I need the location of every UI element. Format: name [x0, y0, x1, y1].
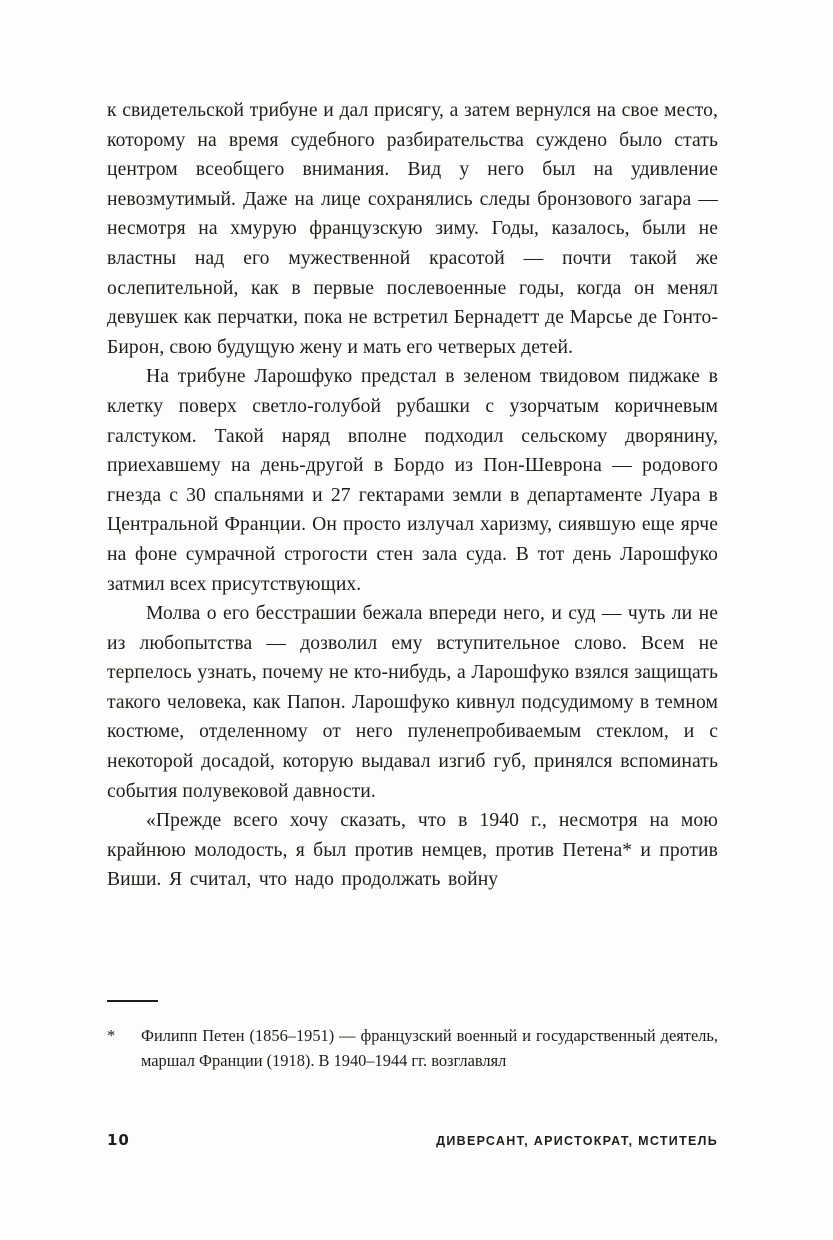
body-paragraph-quote: «Прежде всего хочу сказать, что в 1940 г., несмотря на мою крайнюю молодость, я был против немцев, против Петена* и против Виши. Я считал, что надо продолжать войну	[107, 810, 718, 891]
page-footer	[107, 1131, 718, 1149]
body-paragraph: На трибуне Ларошфуко предстал в зеленом твидовом пиджаке в клетку поверх светло-голубой рубашки с узорчатым коричневым галстуком. Такой наряд вполне подходил сельскому дворянину, приехавшему на день-другой в Бордо из Пон-Шеврона — родового гнезда с 30 спальнями и 27 гектарами земли в департаменте Луара в Центральной Франции. Он просто излучал харизму, сиявшую еще ярче на фоне сумрачной строгости стен зала суда. В тот день Ларошфуко затмил всех присутствующих.	[107, 366, 718, 595]
running-title: ДИВЕРСАНТ, АРИСТОКРАТ, МСТИТЕЛЬ	[436, 1134, 718, 1148]
body-paragraph: Молва о его бесстрашии бежала впереди него, и суд — чуть ли не из любопытства — дозволил ему вступительное слово. Всем не терпелось узнать, почему не кто-нибудь, а Ларошфуко взялся защищать такого человека, как Папон. Ларошфуко кивнул подсудимому в темном костюме, отделенному от него пуленепробиваемым стеклом, и с некоторой досадой, которую выдавал изгиб губ, принялся вспоминать события полувековой давности.	[107, 603, 718, 802]
footnote-marker: *	[107, 1026, 116, 1045]
footnote-separator	[107, 1000, 158, 1002]
footnote	[107, 1024, 718, 1073]
footnote-block	[107, 1000, 718, 1073]
main-text-block	[107, 96, 718, 895]
footnote-text: Филипп Петен (1856–1951) — французский военный и государственный деятель, маршал Франции (1918). В 1940–1944 гг. возглавлял	[141, 1026, 718, 1070]
page-number: 10	[107, 1131, 130, 1149]
body-paragraph: к свидетельской трибуне и дал присягу, а затем вернулся на свое место, которому на время судебного разбирательства суждено было стать центром всеобщего внимания. Вид у него был на удивление невозмутимый. Даже на лице сохранялись следы бронзового загара — несмотря на хмурую французскую зиму. Годы, казалось, были не властны над его мужественной красотой — почти такой же ослепительной, как в первые послевоенные годы, когда он менял девушек как перчатки, пока не встретил Бернадетт де Марсье де Гонто-Бирон, свою будущую жену и мать его четверых детей.	[107, 100, 718, 358]
